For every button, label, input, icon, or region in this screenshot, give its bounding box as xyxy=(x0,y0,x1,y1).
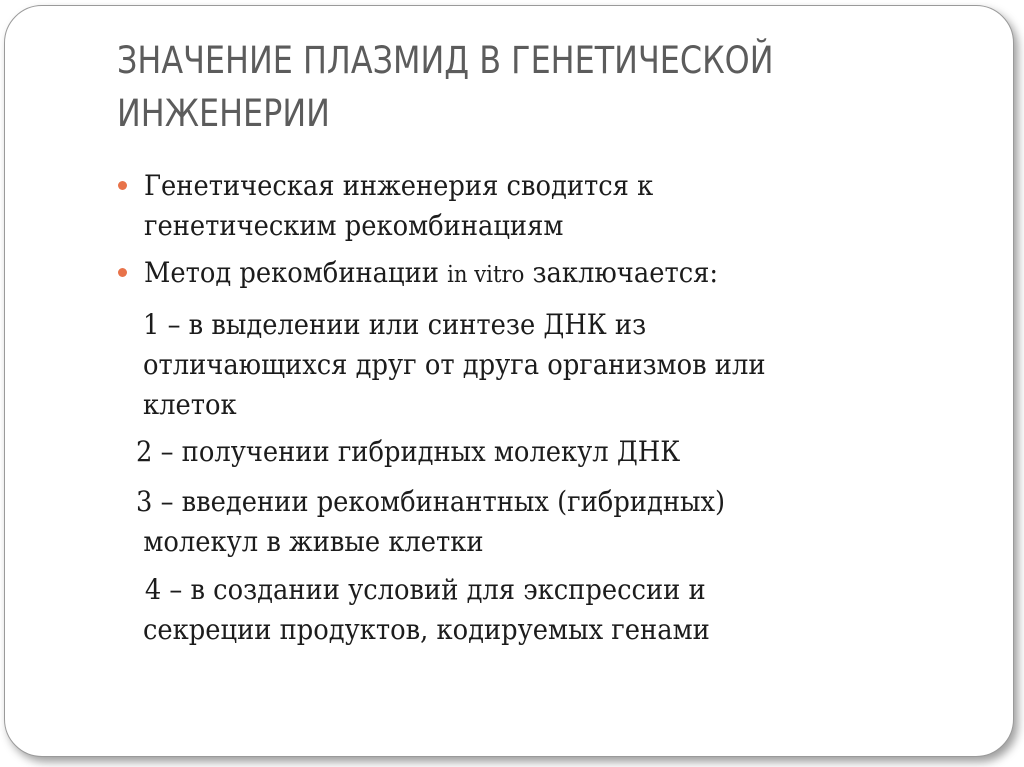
step-4-line-2: секреции продуктов, кодируемых генами xyxy=(143,613,710,646)
bullet-dot-icon xyxy=(118,181,127,190)
bullet-line-2: генетическим рекомбинациям xyxy=(144,209,564,242)
bullet-genetic-engineering xyxy=(118,166,918,246)
step-2 xyxy=(136,432,890,472)
step-1 xyxy=(143,305,897,425)
bullet-text-before: Метод рекомбинации xyxy=(144,256,448,289)
step-3-line-2: молекул в живые клетки xyxy=(143,525,484,558)
step-1-line-2: отличающихся друг от друга организмов или xyxy=(143,348,766,381)
bullet-text xyxy=(144,166,862,246)
step-3-line-1: 3 – введении рекомбинантных (гибридных) xyxy=(136,485,726,518)
bullet-recombination-method xyxy=(118,253,918,293)
step-2-line-1: 2 – получении гибридных молекул ДНК xyxy=(136,435,681,468)
bullet-text xyxy=(144,253,862,295)
slide-title-line-1: ЗНАЧЕНИЕ ПЛАЗМИД В ГЕНЕТИЧЕСКОЙ xyxy=(117,39,774,82)
slide-title-line-2: ИНЖЕНЕРИИ xyxy=(117,92,330,135)
in-vitro-term: in vitro xyxy=(447,262,525,288)
step-4-line-1: 4 – в создании условий для экспрессии и xyxy=(144,573,706,606)
step-3 xyxy=(136,482,890,562)
step-4 xyxy=(143,570,897,650)
step-1-line-3: клеток xyxy=(143,388,237,421)
step-1-line-1: 1 – в выделении или синтезе ДНК из xyxy=(143,308,647,341)
bullet-text-after: заключается: xyxy=(524,256,719,289)
bullet-line-1: Генетическая инженерия сводится к xyxy=(144,169,654,202)
slide-title xyxy=(117,34,857,140)
bullet-dot-icon xyxy=(118,268,127,277)
